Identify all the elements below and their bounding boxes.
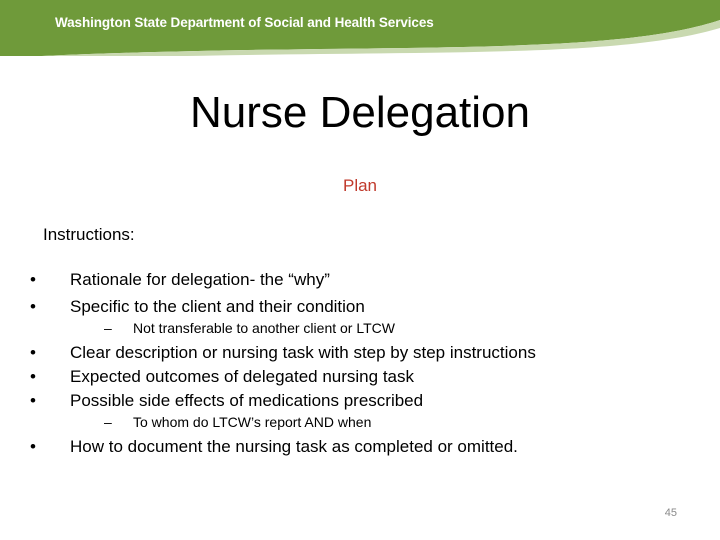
- bullet-icon: •: [30, 297, 36, 316]
- header-banner: [0, 0, 720, 56]
- bullet-text: Expected outcomes of delegated nursing task: [70, 367, 414, 386]
- bullet-text: Rationale for delegation- the “why”: [70, 270, 330, 289]
- agency-title: Washington State Department of Social and Health Services: [55, 15, 434, 30]
- bullet-icon: •: [30, 367, 36, 386]
- bullet-icon: •: [30, 343, 36, 362]
- bullet-text: Possible side effects of medications prescribed: [70, 391, 424, 410]
- sub-bullet-text: Not transferable to another client or LTCW: [133, 320, 395, 336]
- instructions-label: Instructions:: [43, 225, 135, 244]
- dash-icon: –: [104, 320, 112, 336]
- dash-icon: –: [104, 414, 112, 430]
- bullet-text: Specific to the client and their condition: [70, 297, 365, 316]
- page-number: 45: [664, 507, 677, 519]
- sub-bullet-text: To whom do LTCW’s report AND when: [133, 414, 372, 430]
- bullet-text: Clear description or nursing task with step by step instructions: [70, 343, 536, 362]
- slide-title: Nurse Delegation: [190, 88, 530, 137]
- bullet-icon: •: [30, 391, 36, 410]
- bullet-text: How to document the nursing task as completed or omitted.: [70, 437, 518, 456]
- bullet-icon: •: [30, 437, 36, 456]
- bullet-icon: •: [30, 270, 36, 289]
- slide-subtitle: Plan: [342, 176, 378, 195]
